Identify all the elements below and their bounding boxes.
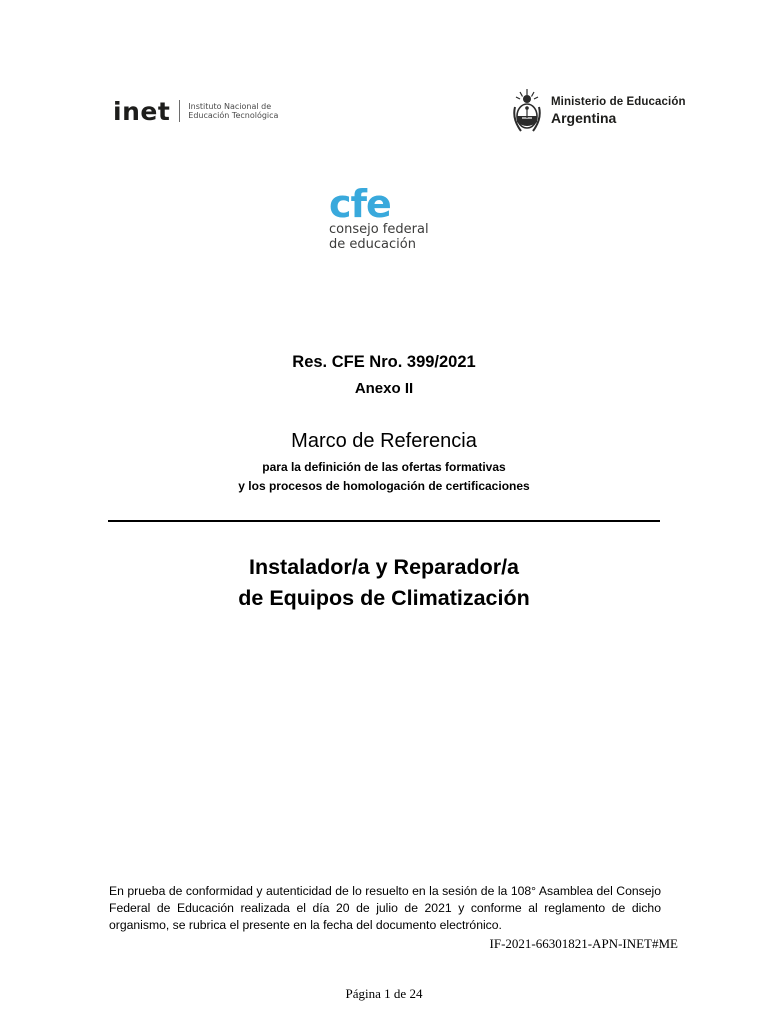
inet-name-line1: Instituto Nacional de [188, 102, 272, 111]
page-number: Página 1 de 24 [345, 986, 423, 1001]
logo-divider [179, 100, 180, 122]
ministry-name: Ministerio de Educación [551, 96, 686, 109]
country-name: Argentina [551, 109, 617, 126]
document-id: IF-2021-66301821-APN-INET#ME [489, 936, 678, 951]
ministry-logo [511, 87, 686, 135]
horizontal-rule [108, 520, 660, 522]
ministry-text [551, 97, 686, 125]
conformity-statement: En prueba de conformidad y autenticidad de lo resuelto en la sesión de la 108° Asamblea del Consejo Federal de Educación realizada el día 20 de julio de 2021 y conforme al reglamento de dicho organismo, se rubrica el presente en la fecha del documento electrónico. [109, 884, 661, 932]
cfe-name-line2: de educación [329, 237, 416, 252]
annex-label: Anexo II [354, 380, 414, 397]
document-title-line1: Instalador/a y Reparador/a [248, 555, 520, 579]
reference-framework-subtitle-line2: y los procesos de homologación de certificaciones [238, 479, 530, 493]
inet-name-line2: Educación Tecnológica [188, 111, 279, 120]
cfe-wordmark: cfe [329, 182, 391, 226]
coat-of-arms-icon [511, 87, 543, 135]
inet-institution-name [188, 102, 278, 120]
reference-framework-title: Marco de Referencia [291, 430, 477, 452]
inet-wordmark: inet [113, 96, 171, 126]
resolution-number: Res. CFE Nro. 399/2021 [292, 353, 476, 371]
cfe-name-line1: consejo federal [329, 222, 429, 237]
inet-logo [113, 94, 278, 128]
document-title-line2: de Equipos de Climatización [238, 586, 530, 610]
cfe-logo [329, 182, 444, 252]
reference-framework-subtitle-line1: para la definición de las ofertas formativas [262, 460, 506, 474]
